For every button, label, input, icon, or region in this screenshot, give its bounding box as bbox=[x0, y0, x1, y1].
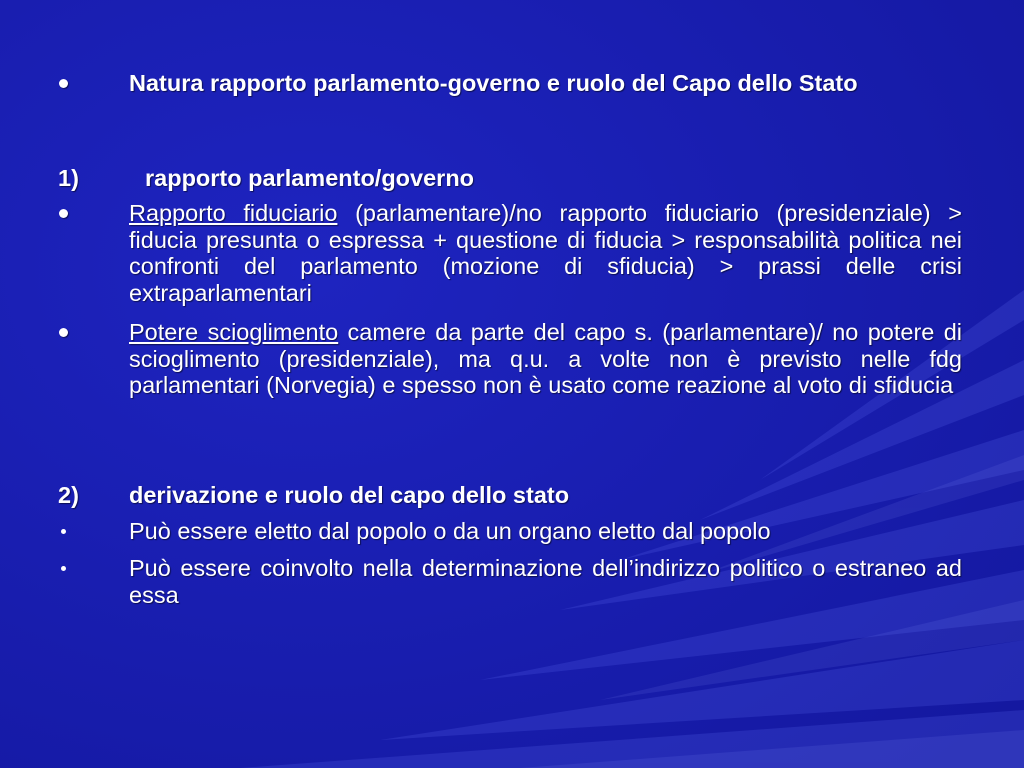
bullet-small-dot-icon bbox=[58, 518, 129, 545]
bullet-item-coinvolto bbox=[58, 555, 962, 608]
bullet-dot-icon bbox=[58, 200, 129, 306]
bullet-text bbox=[129, 200, 962, 306]
bullet-item-rapporto-fiduciario bbox=[58, 200, 962, 306]
bullet-text: Può essere eletto dal popolo o da un organo eletto dal popolo bbox=[129, 518, 771, 544]
numbered-heading-1 bbox=[58, 165, 962, 192]
bullet-small-dot-icon bbox=[58, 555, 129, 608]
bullet-text bbox=[129, 319, 962, 399]
bullet-item-eletto bbox=[58, 518, 962, 545]
bullet-text: Può essere coinvolto nella determinazione dell’indirizzo politico o estraneo ad essa bbox=[129, 555, 962, 608]
bullet-text-rest: (parlamentare)/no rapporto fiduciario (presidenziale) > fiducia presunta o espressa + questione di fiducia > responsabilità politica nei confronti del parlamento (mozione di sfiducia) > prassi delle crisi extraparlamentari bbox=[129, 200, 963, 306]
numbered-heading-2 bbox=[58, 482, 962, 509]
bullet-dot-icon bbox=[58, 70, 129, 97]
heading-number: 2) bbox=[58, 482, 79, 508]
underlined-term: Potere scioglimento bbox=[129, 319, 339, 345]
heading-number: 1) bbox=[58, 165, 79, 191]
heading-text: rapporto parlamento/governo bbox=[145, 165, 475, 191]
bullet-item-title bbox=[58, 70, 962, 97]
heading-text: derivazione e ruolo del capo dello stato bbox=[129, 482, 570, 508]
underlined-term: Rapporto fiduciario bbox=[129, 200, 338, 226]
bullet-text-rest: camere da parte del capo s. (parlamentare)/ no potere di scioglimento (presidenziale), ma q.u. a volte non è previsto nelle fdg parlamentari (Norvegia) e spesso non è usato come reazione al voto di sfiducia bbox=[129, 319, 962, 398]
bullet-item-potere-scioglimento bbox=[58, 319, 962, 399]
bullet-dot-icon bbox=[58, 319, 129, 399]
bullet-text: Natura rapporto parlamento-governo e ruolo del Capo dello Stato bbox=[129, 70, 858, 96]
